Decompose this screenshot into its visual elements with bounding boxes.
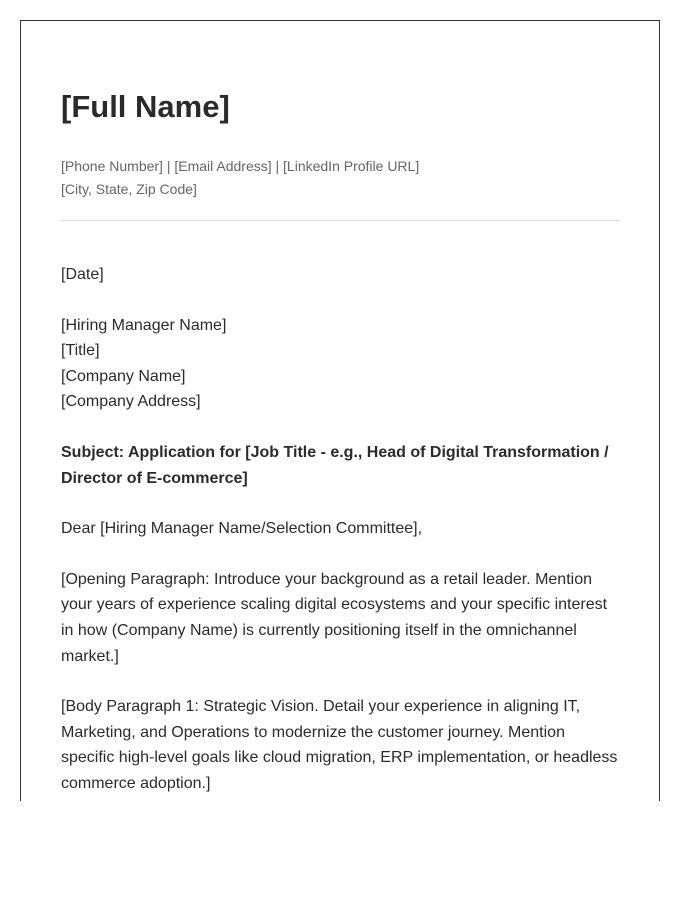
salutation: Dear [Hiring Manager Name/Selection Committee],	[61, 520, 423, 538]
header-divider	[61, 220, 621, 221]
recipient-company-address: [Company Address]	[61, 393, 201, 411]
recipient-hiring-manager: [Hiring Manager Name]	[61, 316, 227, 334]
contact-line-phone-email-linkedin: [Phone Number] | [Email Address] | [LinkedIn Profile URL]	[61, 158, 420, 174]
recipient-block	[61, 313, 621, 415]
recipient-title: [Title]	[61, 342, 100, 360]
contact-info	[61, 155, 419, 201]
opening-paragraph: [Opening Paragraph: Introduce your background as a retail leader. Mention your years of experience scaling digital ecosystems and your specific interest in how (Company Name) is currently positioning itself in the omnichannel market.]	[61, 570, 608, 665]
full-name-heading: [Full Name]	[61, 89, 230, 124]
letter-page	[20, 20, 660, 801]
body-paragraph-1: [Body Paragraph 1: Strategic Vision. Detail your experience in aligning IT, Marketing, and Operations to modernize the customer journey. Mention specific high-level goals like cloud migration, ERP implementation, or headless commerce adoption.]	[61, 698, 618, 792]
letter-body	[61, 262, 621, 801]
contact-line-location: [City, State, Zip Code]	[61, 181, 197, 197]
subject-line: Subject: Application for [Job Title - e.g., Head of Digital Transformation / Director of E-commerce]	[61, 443, 609, 487]
recipient-company-name: [Company Name]	[61, 367, 186, 385]
date-line: [Date]	[61, 266, 104, 283]
